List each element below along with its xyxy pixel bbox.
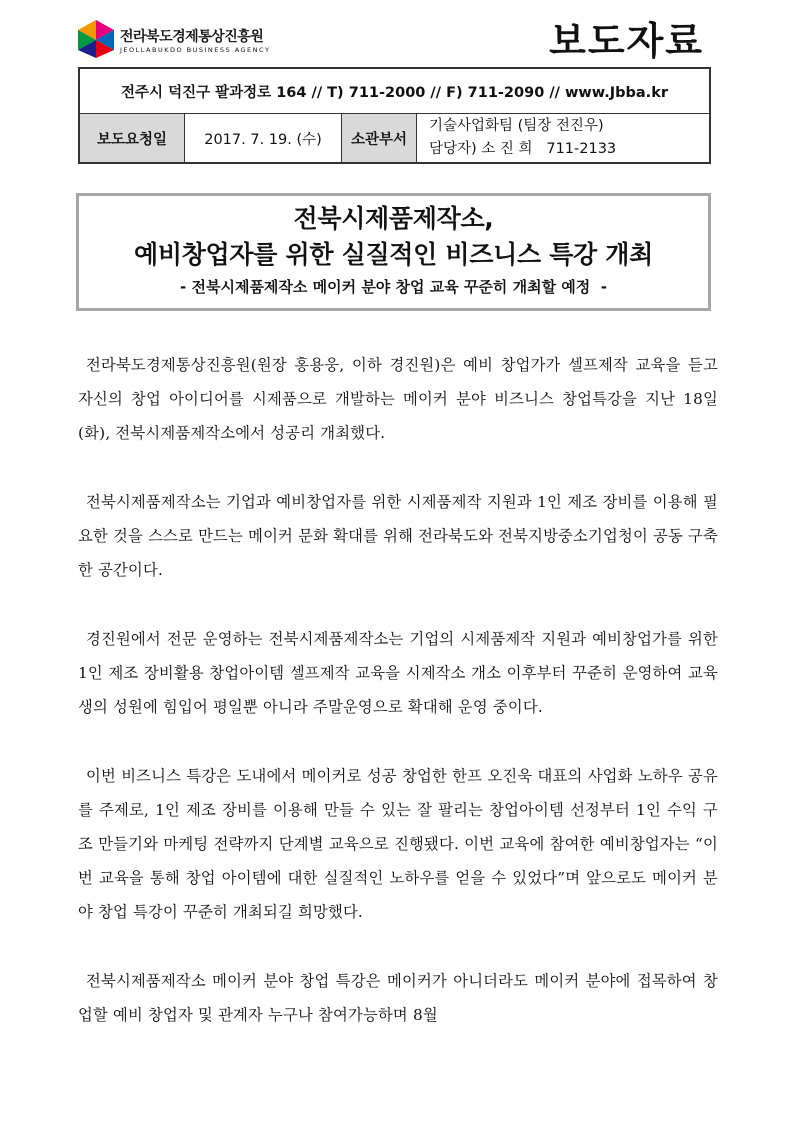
headline-line-1: 전북시제품제작소, — [293, 204, 494, 233]
agency-name: 전라북도경제통상진흥원 — [120, 29, 264, 45]
agency-name-english: JEOLLABUKDO BUSINESS AGENCY — [120, 46, 271, 54]
department-value — [417, 114, 709, 162]
contact-info-table — [78, 67, 711, 164]
department-team: 기술사업화팀 (팀장 전진우) — [429, 118, 604, 134]
body-paragraph: 이번 비즈니스 특강은 도내에서 메이커로 성공 창업한 한프 오진욱 대표의 사업화 노하우 공유를 주제로, 1인 제조 장비를 이용해 만들 수 있는 잘 팔리는 창업아이템 선정부터 1인 수익 구조 만들기와 마케팅 전략까지 단계별 교육으로 진행됐다. 이번 교육에 참여한 예비창업자는 “이번 교육을 통해 창업 아이템에 대한 실질적인 노하우를 얻을 수 있었다”며 앞으로도 메이커 분야 창업 특강이 꾸준히 개최되길 희망했다. — [78, 767, 718, 921]
body-paragraph: 전북시제품제작소는 기업과 예비창업자를 위한 시제품제작 지원과 1인 제조 장비를 이용해 필요한 것을 스스로 만드는 메이커 문화 확대를 위해 전라북도와 전북지방중소기업청이 공동 구축한 공간이다. — [78, 493, 718, 579]
agency-logo — [76, 18, 276, 64]
address-line: 전주시 덕진구 팔과정로 164 // T) 711-2000 // F) 711-2090 // www.Jbba.kr — [80, 69, 709, 114]
body-paragraph: 전북시제품제작소 메이커 분야 창업 특강은 메이커가 아니더라도 메이커 분야에 접목하여 창업할 예비 창업자 및 관계자 누구나 참여가능하며 8월 — [78, 972, 718, 1024]
headline-box — [76, 193, 711, 311]
headline-line-2: 예비창업자를 위한 실질적인 비즈니스 특강 개최 — [133, 240, 654, 269]
agency-logo-icon — [76, 18, 116, 60]
article-body — [78, 348, 718, 1032]
headline-subtitle: - 전북시제품제작소 메이커 분야 창업 교육 꾸준히 개최할 예정 - — [180, 278, 607, 296]
department-label: 소관부서 — [342, 114, 417, 162]
body-paragraph: 경진원에서 전문 운영하는 전북시제품제작소는 기업의 시제품제작 지원과 예비창업가를 위한 1인 제조 장비활용 창업아이템 셀프제작 교육을 시제작소 개소 이후부터 꾸준히 운영하여 교육생의 성원에 힘입어 평일뿐 아니라 주말운영으로 확대해 운영 중이다. — [78, 630, 718, 716]
body-paragraph: 전라북도경제통상진흥원(원장 홍용웅, 이하 경진원)은 예비 창업가가 셀프제작 교육을 듣고 자신의 창업 아이디어를 시제품으로 개발하는 메이커 분야 비즈니스 창업특강을 지난 18일(화), 전북시제품제작소에서 성공리 개최했다. — [78, 356, 718, 442]
request-date-value: 2017. 7. 19. (수) — [185, 114, 342, 162]
meta-row — [80, 114, 709, 162]
request-date-label: 보도요청일 — [80, 114, 185, 162]
department-contact: 담당자) 소 진 희 711-2133 — [429, 141, 617, 157]
document-type-heading: 보도자료 — [549, 19, 704, 63]
